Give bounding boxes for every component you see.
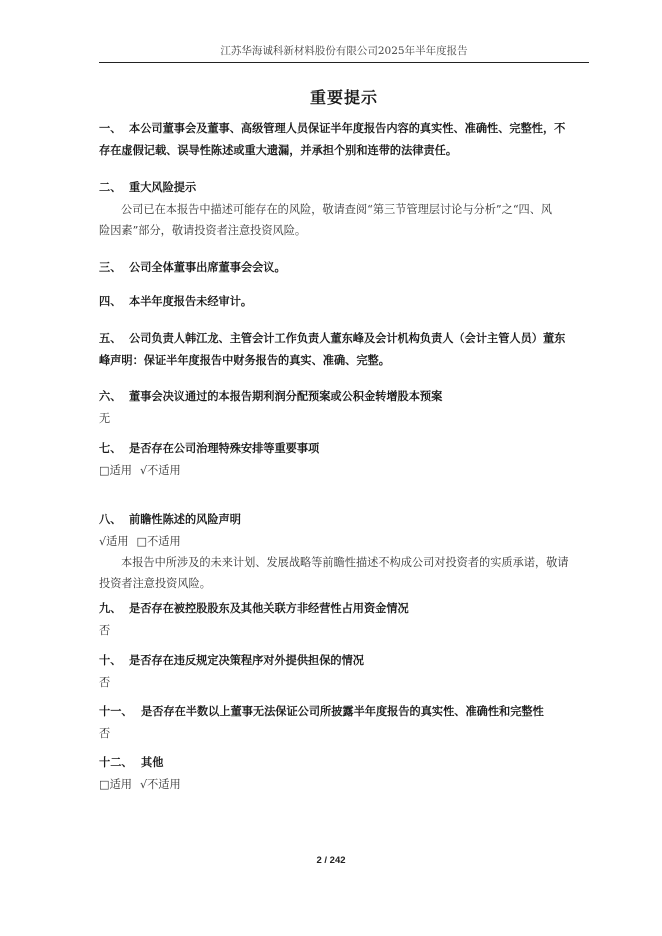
running-header: 江苏华海诚科新材料股份有限公司2025年半年度报告 (220, 45, 468, 57)
section-9 (99, 598, 591, 641)
section-11 (99, 701, 591, 744)
section-5-heading (99, 328, 591, 350)
section-12-option-applicable: □适用 (99, 778, 132, 791)
section-8-number: 八、 (99, 513, 122, 526)
section-1-heading-cont: 存在虚假记载、误导性陈述或重大遗漏，并承担个别和连带的法律责任。 (99, 144, 458, 157)
section-3-heading (99, 257, 591, 279)
section-2-body-line1: 公司已在本报告中描述可能存在的风险，敬请查阅“第三节管理层讨论与分析”之“四、风 (121, 203, 553, 216)
section-7-option-not-applicable: √不适用 (139, 464, 181, 477)
section-9-answer: 否 (99, 624, 111, 637)
section-7-option-applicable: □适用 (99, 464, 132, 477)
section-9-heading-text: 是否存在被控股股东及其他关联方非经营性占用资金情况 (129, 602, 409, 615)
section-8-options (99, 531, 591, 552)
section-10-answer: 否 (99, 676, 111, 689)
section-8 (99, 509, 591, 594)
section-9-number: 九、 (99, 602, 122, 615)
section-6-answer: 无 (99, 412, 111, 425)
page-title: 重要提示 (309, 88, 378, 107)
section-2-body-line2: 险因素”部分，敬请投资者注意投资风险。 (99, 224, 307, 237)
section-8-heading-text: 前瞻性陈述的风险声明 (129, 513, 241, 526)
section-11-heading-text: 是否存在半数以上董事无法保证公司所披露半年度报告的真实性、准确性和完整性 (141, 705, 544, 718)
section-6 (99, 386, 591, 429)
section-7-heading-text: 是否存在公司治理特殊安排等重要事项 (129, 442, 320, 455)
section-1-heading-text: 本公司董事会及董事、高级管理人员保证半年度报告内容的真实性、准确性、完整性，不 (129, 122, 566, 135)
section-1 (99, 118, 591, 162)
section-1-heading (99, 118, 591, 140)
section-7 (99, 438, 591, 481)
section-10-heading-text: 是否存在违反规定决策程序对外提供担保的情况 (129, 654, 364, 667)
section-12-option-not-applicable: √不适用 (139, 778, 181, 791)
section-6-heading-text: 董事会决议通过的本报告期利润分配预案或公积金转增股本预案 (129, 390, 443, 403)
section-3-heading-text: 公司全体董事出席董事会会议。 (129, 261, 286, 274)
section-7-options (99, 460, 591, 481)
section-12-number: 十二、 (99, 756, 133, 769)
section-9-heading (99, 598, 591, 620)
section-10-heading (99, 650, 591, 672)
section-8-option-not-applicable: □不适用 (136, 535, 181, 548)
section-2-heading (99, 177, 591, 199)
section-10 (99, 650, 591, 693)
section-8-heading (99, 509, 591, 531)
section-3-number: 三、 (99, 261, 122, 274)
section-12-options (99, 774, 591, 795)
section-8-body-line2: 投资者注意投资风险。 (99, 577, 211, 590)
section-5 (99, 328, 591, 372)
section-4-number: 四、 (99, 295, 122, 308)
page-number: 2 / 242 (316, 855, 346, 866)
section-7-heading (99, 438, 591, 460)
section-2 (99, 177, 591, 241)
section-3 (99, 257, 591, 279)
section-7-number: 七、 (99, 442, 122, 455)
section-4 (99, 291, 591, 313)
section-10-number: 十、 (99, 654, 122, 667)
section-6-heading (99, 386, 591, 408)
section-2-number: 二、 (99, 181, 122, 194)
section-4-heading (99, 291, 591, 313)
section-5-heading-cont: 峰声明：保证半年度报告中财务报告的真实、准确、完整。 (99, 354, 390, 367)
section-5-heading-text: 公司负责人韩江龙、主管会计工作负责人董东峰及会计机构负责人（会计主管人员）董东 (129, 332, 566, 345)
section-12-heading-text: 其他 (141, 756, 164, 769)
section-11-heading (99, 701, 591, 723)
section-5-number: 五、 (99, 332, 122, 345)
section-12 (99, 752, 591, 795)
section-4-heading-text: 本半年度报告未经审计。 (129, 295, 253, 308)
section-6-number: 六、 (99, 390, 122, 403)
section-2-heading-text: 重大风险提示 (129, 181, 197, 194)
section-12-heading (99, 752, 591, 774)
section-11-number: 十一、 (99, 705, 133, 718)
section-11-answer: 否 (99, 727, 111, 740)
section-8-body-line1: 本报告中所涉及的未来计划、发展战略等前瞻性描述不构成公司对投资者的实质承诺，敬请 (121, 556, 569, 569)
section-8-option-applicable: √适用 (99, 535, 129, 548)
section-1-number: 一、 (99, 122, 122, 135)
header-rule (99, 62, 589, 63)
